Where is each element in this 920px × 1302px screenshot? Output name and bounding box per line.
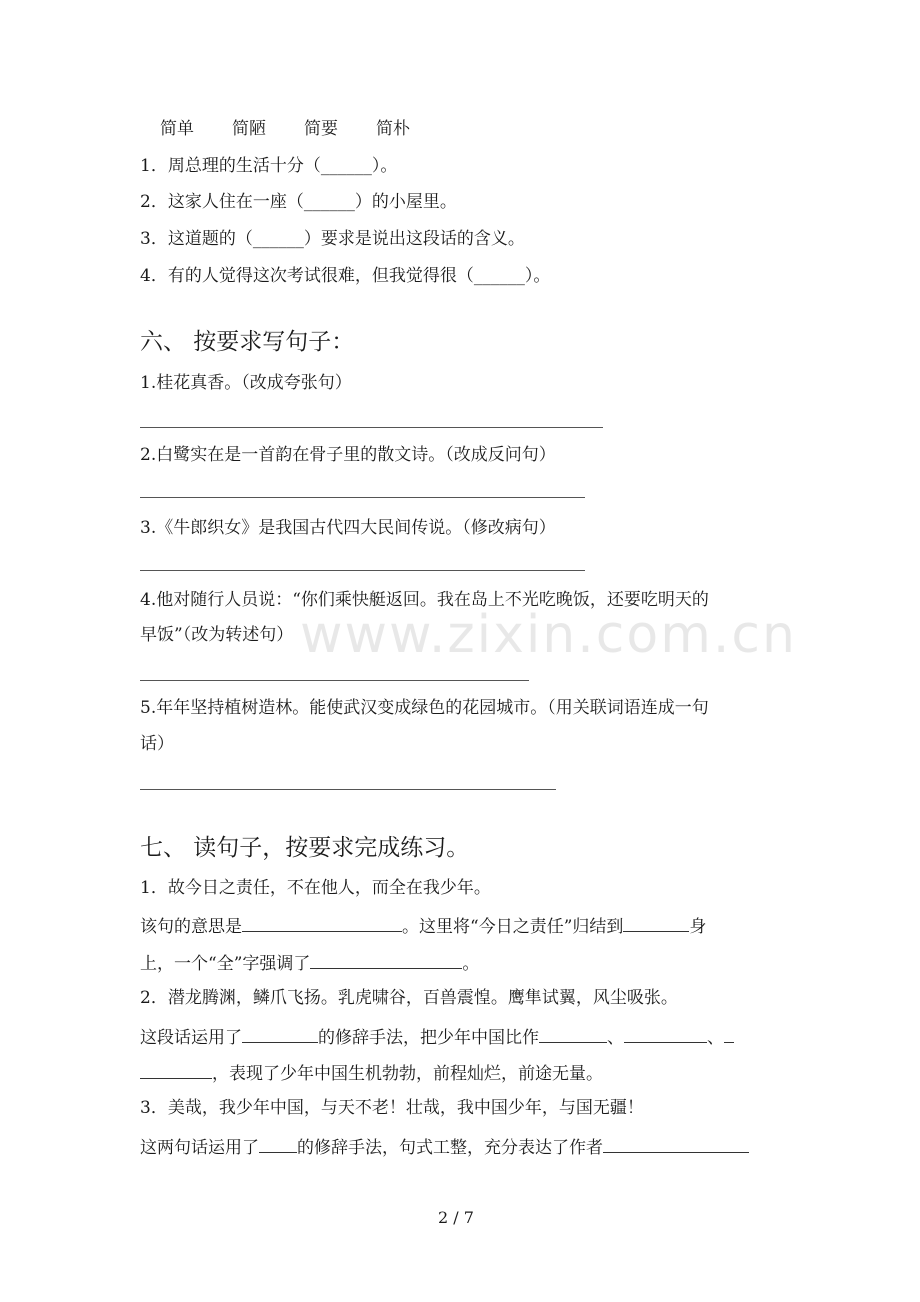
text-segment: 的修辞手法，把少年中国比作 [318, 1028, 539, 1048]
blank[interactable] [539, 1027, 607, 1043]
question-line [140, 916, 706, 936]
word-option: 简陋 [232, 119, 266, 139]
answer-line[interactable] [140, 427, 603, 428]
text-segment: 的修辞手法，句式工整，充分表达了作者 [297, 1138, 603, 1158]
section-7-heading: 七、 读句子，按要求完成练习。 [140, 835, 470, 861]
watermark: www.zixin.com.cn [300, 605, 797, 665]
question-line [140, 1137, 749, 1157]
question-text: 5.年年坚持植树造林。能使武汉变成绿色的花园城市。（用关联词语连成一句 [140, 698, 709, 718]
question-text: 2.白鹭实在是一首韵在骨子里的散文诗。（改成反问句） [140, 445, 556, 465]
question-line [140, 953, 479, 973]
word-option: 简朴 [376, 119, 410, 139]
fill-item: 1．周总理的生活十分（______）。 [140, 156, 398, 176]
word-option: 简要 [304, 119, 338, 139]
text-segment: 上，一个“全”字强调了 [140, 954, 311, 974]
blank[interactable] [724, 1027, 734, 1043]
text-segment: 、 [707, 1028, 724, 1048]
answer-line[interactable] [140, 497, 585, 498]
question-text: 早饭”（改为转述句） [140, 625, 294, 645]
question-text: 3．美哉，我少年中国，与天不老！壮哉，我中国少年，与国无疆！ [140, 1098, 644, 1118]
question-line [140, 1027, 734, 1047]
text-segment: 这段话运用了 [140, 1028, 242, 1048]
page-number: 2 / 7 [438, 1208, 474, 1227]
answer-line[interactable] [140, 680, 529, 681]
question-text: 1.桂花真香。（改成夸张句） [140, 373, 352, 393]
blank[interactable] [242, 1027, 318, 1043]
blank[interactable] [603, 1137, 749, 1153]
text-segment: 。这里将“今日之责任”归结到 [402, 917, 624, 937]
section-6-heading: 六、 按要求写句子： [140, 329, 355, 355]
question-text: 2．潜龙腾渊，鳞爪飞扬。乳虎啸谷，百兽震惶。鹰隼试翼，风尘吸张。 [140, 988, 678, 1008]
answer-line[interactable] [140, 789, 556, 790]
word-bank [160, 121, 448, 138]
fill-item: 4．有的人觉得这次考试很难，但我觉得很（______）。 [140, 266, 551, 286]
question-text: 3.《牛郎织女》是我国古代四大民间传说。（修改病句） [140, 518, 556, 538]
blank[interactable] [624, 1027, 707, 1043]
blank[interactable] [623, 916, 689, 932]
text-segment: 、 [607, 1028, 624, 1048]
text-segment: 。 [462, 954, 480, 974]
blank[interactable] [242, 916, 402, 932]
text-segment: 这两句话运用了 [140, 1138, 259, 1158]
blank[interactable] [259, 1137, 297, 1153]
answer-line[interactable] [140, 570, 585, 571]
fill-item: 2．这家人住在一座（______）的小屋里。 [140, 192, 457, 212]
question-line [140, 1063, 603, 1083]
text-segment: 身 [689, 917, 707, 937]
question-text: 话） [140, 734, 174, 754]
question-text: 4.他对随行人员说：“你们乘快艇返回。我在岛上不光吃晚饭，还要吃明天的 [140, 590, 709, 610]
fill-item: 3．这道题的（______）要求是说出这段话的含义。 [140, 229, 525, 249]
word-option: 简单 [160, 119, 194, 139]
text-segment: ，表现了少年中国生机勃勃，前程灿烂，前途无量。 [212, 1064, 603, 1084]
blank[interactable] [140, 1063, 212, 1079]
blank[interactable] [310, 953, 462, 969]
question-text: 1．故今日之责任，不在他人，而全在我少年。 [140, 878, 491, 898]
text-segment: 该句的意思是 [140, 917, 242, 937]
